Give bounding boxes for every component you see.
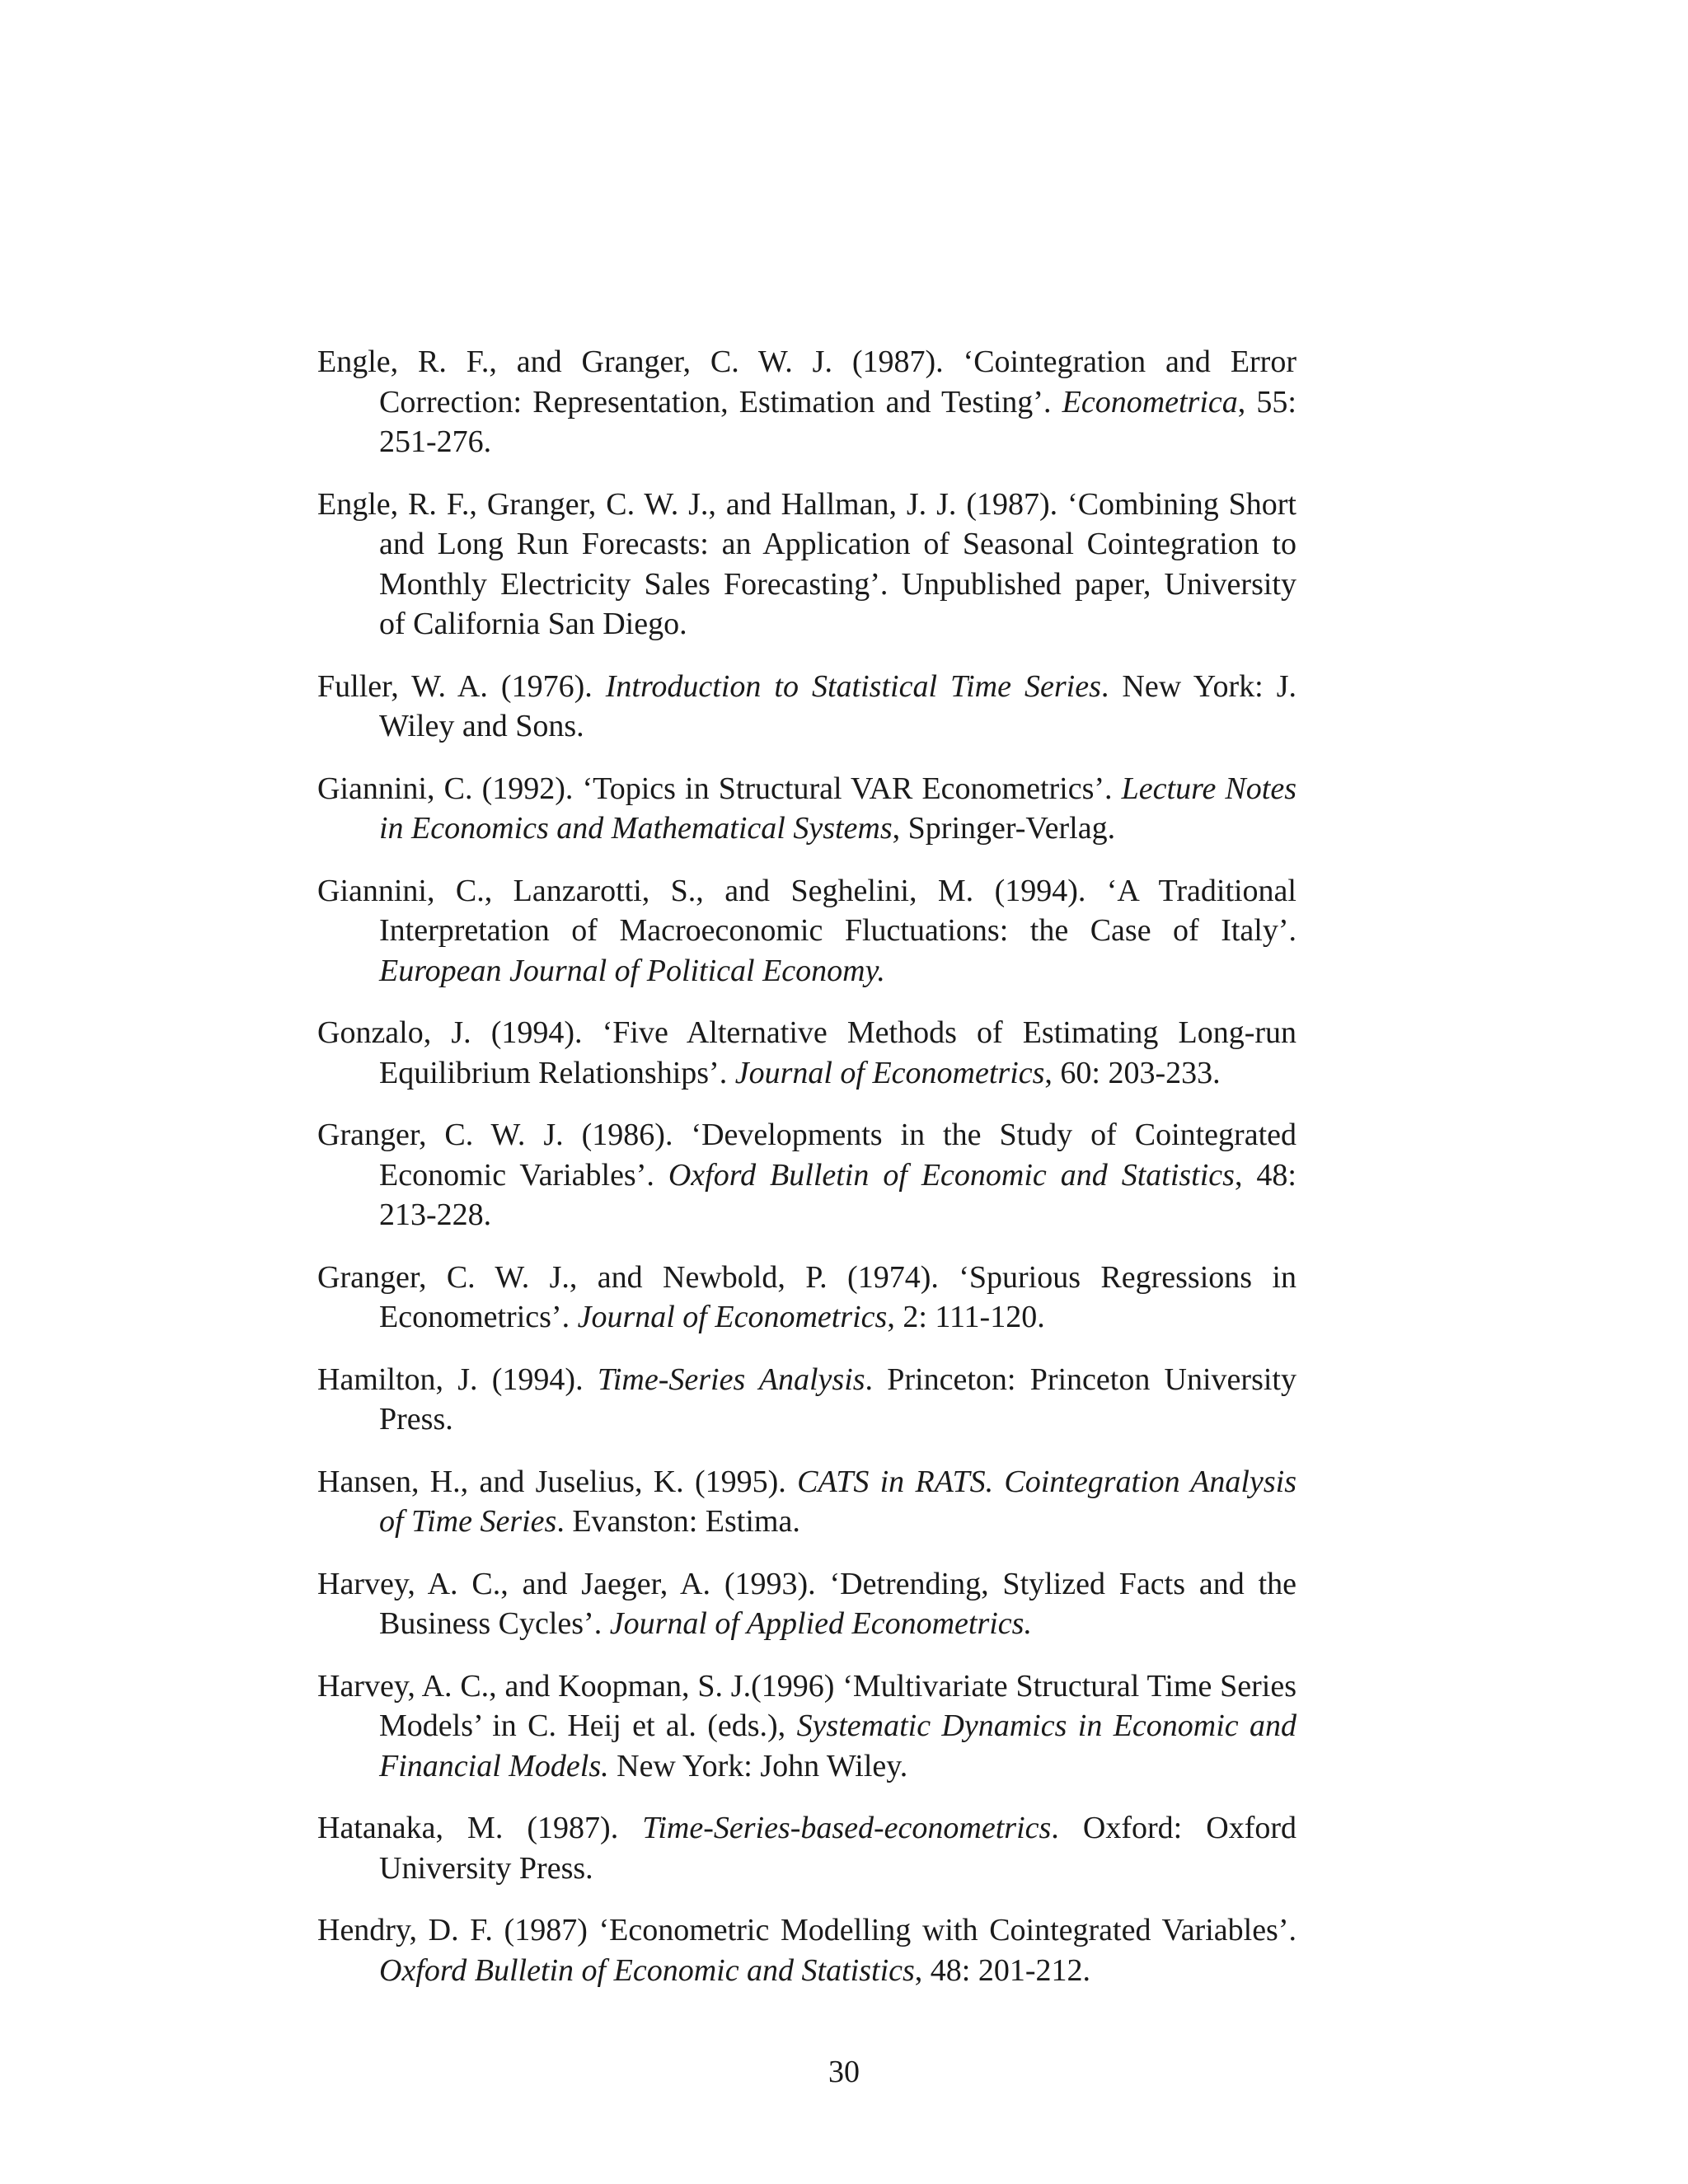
reference-title-italic: Time-Series Analysis xyxy=(597,1361,865,1397)
reference-entry xyxy=(317,1360,1296,1440)
reference-title-italic: Introduction to Statistical Time Series xyxy=(605,668,1101,704)
reference-entry xyxy=(317,1013,1296,1093)
reference-text: Giannini, C. (1992). ‘Topics in Structural VAR Econometrics’. xyxy=(317,771,1122,806)
reference-title-italic: Journal of Applied Econometrics. xyxy=(609,1606,1032,1641)
reference-text: , 60: 203-233. xyxy=(1044,1055,1221,1090)
reference-text: Giannini, C., Lanzarotti, S., and Seghelini, M. (1994). ‘A Traditional Interpretation of Macroeconomic Fluctuations: the Case of Italy’. xyxy=(317,873,1296,948)
reference-entry xyxy=(317,1808,1296,1888)
reference-text: . Princeton: Princeton University Press. xyxy=(379,1361,1296,1436)
reference-entry xyxy=(317,1258,1296,1338)
reference-title-italic: Time-Series-based-econometrics xyxy=(642,1811,1052,1845)
reference-text: . Oxford: Oxford University Press. xyxy=(379,1811,1297,1886)
reference-title-italic: CATS in RATS. Cointegration Analysis of Time Series xyxy=(379,1464,1296,1539)
reference-text: , 48: 213-228. xyxy=(379,1157,1296,1232)
reference-title-italic: Journal of Econometrics xyxy=(734,1055,1045,1090)
reference-text: Harvey, A. C., and Jaeger, A. (1993). ‘Detrending, Stylized Facts and the Business Cycles’. xyxy=(317,1566,1296,1641)
reference-entry xyxy=(317,1910,1296,1990)
reference-text: , 48: 201-212. xyxy=(914,1952,1091,1988)
reference-text: , 2: 111-120. xyxy=(887,1300,1045,1334)
reference-title-italic: Econometrica xyxy=(1062,384,1238,419)
reference-text: Fuller, W. A. (1976). xyxy=(317,668,606,704)
reference-text: New York: John Wiley. xyxy=(608,1748,908,1783)
reference-text: Hatanaka, M. (1987). xyxy=(317,1811,643,1845)
reference-text: , 55: 251-276. xyxy=(379,384,1296,459)
reference-title-italic: European Journal of Political Economy. xyxy=(379,953,885,988)
page-number: 30 xyxy=(828,2055,860,2089)
reference-entry xyxy=(317,1115,1296,1235)
reference-entry xyxy=(317,1666,1296,1787)
reference-text: . Evanston: Estima. xyxy=(556,1504,800,1539)
reference-entry xyxy=(317,769,1296,849)
reference-text: Engle, R. F., and Granger, C. W. J. (1987). ‘Cointegration and Error Correction: Representation, Estimation and Testing’. xyxy=(317,344,1296,419)
reference-entry xyxy=(317,485,1296,644)
reference-title-italic: Oxford Bulletin of Economic and Statistics xyxy=(668,1157,1235,1193)
reference-text: Hansen, H., and Juselius, K. (1995). xyxy=(317,1464,798,1499)
reference-entry xyxy=(317,342,1296,462)
reference-text: Harvey, A. C., and Koopman, S. J.(1996) ‘Multivariate Structural Time Series Models’ in C. Heij et al. (eds.), xyxy=(317,1668,1296,1743)
reference-text: . New York: J. Wiley and Sons. xyxy=(379,668,1296,743)
reference-title-italic: Oxford Bulletin of Economic and Statistics xyxy=(379,1952,915,1988)
reference-entry xyxy=(317,871,1296,991)
reference-entry xyxy=(317,667,1296,747)
reference-entry xyxy=(317,1462,1296,1542)
reference-text: Granger, C. W. J., and Newbold, P. (1974). ‘Spurious Regressions in Econometrics’. xyxy=(317,1259,1296,1334)
reference-text: Engle, R. F., Granger, C. W. J., and Hallman, J. J. (1987). ‘Combining Short and Long Run Forecasts: an Application of Seasonal Cointegration to Monthly Electricity Sales Forecasting’. Unpublished paper, University of California San Diego. xyxy=(317,486,1296,641)
reference-title-italic: Lecture Notes in Economics and Mathematical Systems xyxy=(379,771,1296,846)
reference-text: Granger, C. W. J. (1986). ‘Developments in the Study of Cointegrated Economic Variables’. xyxy=(317,1118,1296,1193)
reference-title-italic: Systematic Dynamics in Economic and Financial Models. xyxy=(379,1708,1297,1783)
reference-entry xyxy=(317,1564,1296,1644)
reference-text: Hendry, D. F. (1987) ‘Econometric Modelling with Cointegrated Variables’. xyxy=(317,1913,1296,1947)
reference-text: Gonzalo, J. (1994). ‘Five Alternative Methods of Estimating Long-run Equilibrium Relationships’. xyxy=(317,1015,1296,1090)
reference-text: Hamilton, J. (1994). xyxy=(317,1361,598,1397)
reference-title-italic: Journal of Econometrics xyxy=(577,1300,888,1334)
reference-text: , Springer-Verlag. xyxy=(892,811,1116,846)
reference-list xyxy=(317,342,1296,2013)
